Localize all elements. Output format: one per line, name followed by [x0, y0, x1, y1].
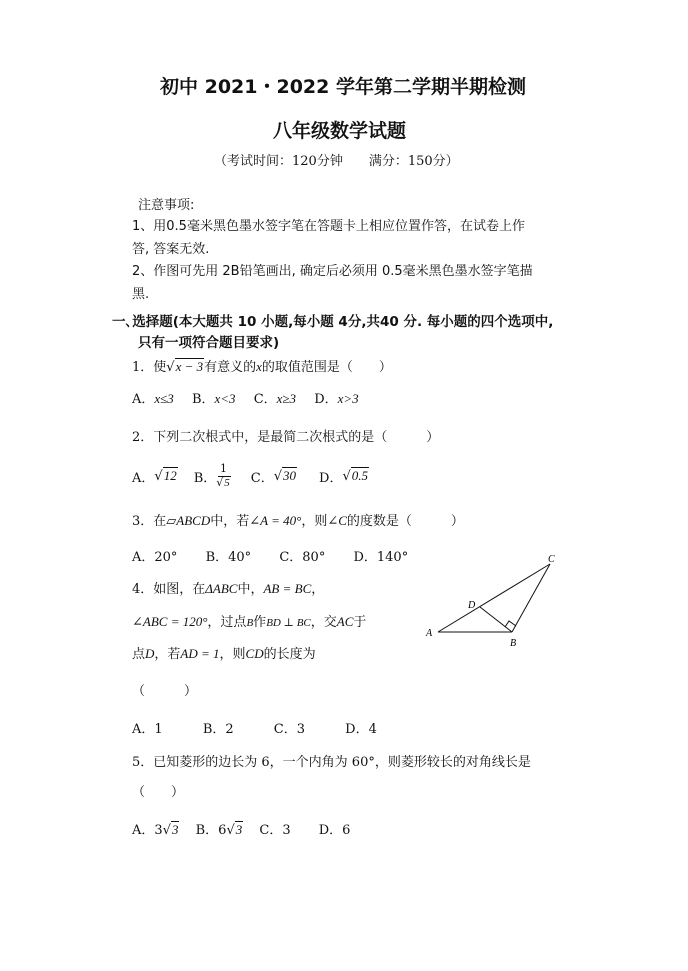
- q3-text-3: ，则: [301, 514, 328, 529]
- q3-text: 3．在: [132, 514, 167, 529]
- label-b: B: [510, 638, 517, 649]
- notice-line-2: 答, 答案无效.: [132, 242, 210, 257]
- option-d-label: D．: [319, 470, 343, 486]
- section-heading: 一､选择题(本大题共 10 小题,每小题 4分,共40 分. 每小题的四个选项中,: [112, 314, 554, 330]
- option-a: A．20°: [132, 550, 178, 565]
- q4-segment-ac: AC: [336, 614, 354, 629]
- sqrt-symbol: √x − 3: [166, 359, 204, 375]
- q1-text-2: 有意义的: [204, 360, 257, 375]
- option-d: D．6: [318, 823, 351, 838]
- option-d: D．140°: [353, 550, 409, 565]
- q4-text-7: 于: [353, 615, 367, 630]
- question-1-stem: [132, 356, 392, 375]
- option-c-label: C．: [250, 470, 274, 486]
- q4-triangle: ΔABC: [205, 581, 238, 596]
- label-a: A: [426, 628, 433, 639]
- fraction-denominator: √5: [216, 475, 230, 489]
- q4-text-6: ，交: [310, 615, 337, 630]
- segment-bd: [480, 607, 512, 632]
- section-heading-cont: 只有一项符合题目要求): [138, 335, 280, 351]
- question-4-options: [132, 718, 377, 737]
- option-a-label: A．: [132, 823, 155, 838]
- option-b-coef: 6: [218, 823, 227, 838]
- segment-ac: [438, 564, 550, 632]
- option-b-label: B．: [195, 823, 219, 838]
- option-b: B．40°: [205, 550, 252, 565]
- q1-radicand: x − 3: [175, 359, 204, 374]
- q4-angle: ∠ABC = 120°: [132, 614, 208, 629]
- question-4-bracket: （ ）: [132, 684, 198, 699]
- q4-segment-cd: CD: [245, 646, 264, 661]
- q3-tail: 的度数是（ ）: [346, 514, 464, 529]
- option-b: [216, 463, 231, 488]
- notice-heading: 注意事项:: [138, 198, 195, 213]
- question-1-options: [132, 388, 359, 407]
- q4-length-ad: AD = 1: [180, 646, 220, 661]
- q1-tail: 的取值范围是（ ）: [261, 360, 392, 375]
- q4-point-d: D: [145, 646, 155, 661]
- exam-title: 初中 2021・2022 学年第二学期半期检测: [160, 76, 526, 98]
- option-a: √12: [154, 468, 177, 484]
- exam-subtitle: 八年级数学试题: [273, 120, 407, 142]
- option-d-radicand: 0.5: [351, 468, 368, 483]
- option-d: D．4: [345, 722, 377, 737]
- option-c: √30: [273, 468, 297, 484]
- q4-equality: AB = BC: [263, 581, 312, 596]
- option-b-sqrt: √3: [226, 822, 243, 838]
- q4-text-8: 点: [132, 647, 146, 662]
- question-4-line-1: [132, 578, 324, 597]
- q4-text-5: 作: [253, 615, 267, 630]
- option-a-sqrt: √3: [162, 822, 179, 838]
- option-c-label: C．: [253, 392, 277, 407]
- question-2-options: [132, 458, 369, 494]
- option-b: B．2: [202, 722, 234, 737]
- option-a-label: A．: [132, 470, 155, 486]
- question-2-stem: 2．下列二次根式中，是最简二次根式的是（ ）: [132, 430, 440, 445]
- option-b-label: B．: [193, 470, 217, 486]
- option-b-radicand: 3: [235, 822, 243, 837]
- option-d: x>3: [337, 391, 359, 406]
- q4-text-10: ，则: [219, 647, 246, 662]
- q4-text: 4．如图，在: [132, 582, 206, 597]
- q4-point-b: B: [246, 617, 254, 629]
- q3-angle-a: ∠A = 40°: [249, 513, 302, 528]
- option-a-radicand: 3: [171, 822, 179, 837]
- question-3-options: [132, 546, 408, 565]
- option-d: √0.5: [342, 468, 368, 484]
- question-4-line-3: [132, 643, 316, 662]
- option-a: x≤3: [154, 391, 174, 406]
- option-c: C．3: [273, 722, 305, 737]
- label-d: D: [468, 600, 476, 611]
- option-b: x<3: [214, 391, 236, 406]
- option-a-radicand: 12: [163, 468, 177, 483]
- question-5-bracket: （ ）: [132, 785, 185, 800]
- q4-perpendicular: BD ⊥ BC: [266, 617, 311, 629]
- q3-angle-c: ∠C: [327, 513, 347, 528]
- q3-parallelogram: ▱ABCD: [166, 513, 211, 528]
- option-a: A．1: [132, 722, 163, 737]
- notice-line-4: 黑.: [132, 287, 150, 302]
- q4-text-4: ，过点: [207, 615, 247, 630]
- q3-text-2: 中，若: [210, 514, 250, 529]
- option-c: x≥3: [276, 391, 297, 406]
- option-b-radicand: 5: [224, 476, 230, 489]
- question-3-stem: [132, 510, 464, 529]
- right-angle-mark: [505, 621, 516, 627]
- q1-var: x: [256, 359, 262, 374]
- question-5-options: [132, 819, 350, 838]
- label-c: C: [548, 554, 555, 565]
- q1-text: 1．使: [132, 360, 167, 375]
- question-5-stem: 5．已知菱形的边长为 6，一个内角为 60°，则菱形较长的对角线长是: [132, 755, 531, 770]
- q4-text-9: ，若: [154, 647, 181, 662]
- segment-bc: [512, 564, 550, 632]
- fraction-numerator: 1: [220, 462, 227, 476]
- option-a-coef: 3: [154, 823, 163, 838]
- triangle-figure: [420, 550, 570, 650]
- option-a-label: A．: [132, 392, 155, 407]
- q4-text-2: 中，: [237, 582, 264, 597]
- q4-text-11: 的长度为: [263, 647, 316, 662]
- exam-info: （考试时间：120分钟 满分：150分）: [214, 154, 459, 169]
- notice-line-1: 1、用0.5毫米黑色墨水签字笔在答题卡上相应位置作答，在试卷上作: [132, 219, 525, 234]
- option-b-label: B．: [191, 392, 215, 407]
- question-4-line-2: [132, 611, 366, 630]
- option-c: C．80°: [279, 550, 326, 565]
- option-c-radicand: 30: [283, 468, 297, 483]
- notice-line-3: 2、作图可先用 2B铅笔画出, 确定后必须用 0.5毫米黑色墨水签字笔描: [132, 264, 533, 279]
- q4-text-3: ，: [311, 582, 325, 597]
- option-c: C．3: [259, 823, 291, 838]
- option-d-label: D．: [314, 392, 338, 407]
